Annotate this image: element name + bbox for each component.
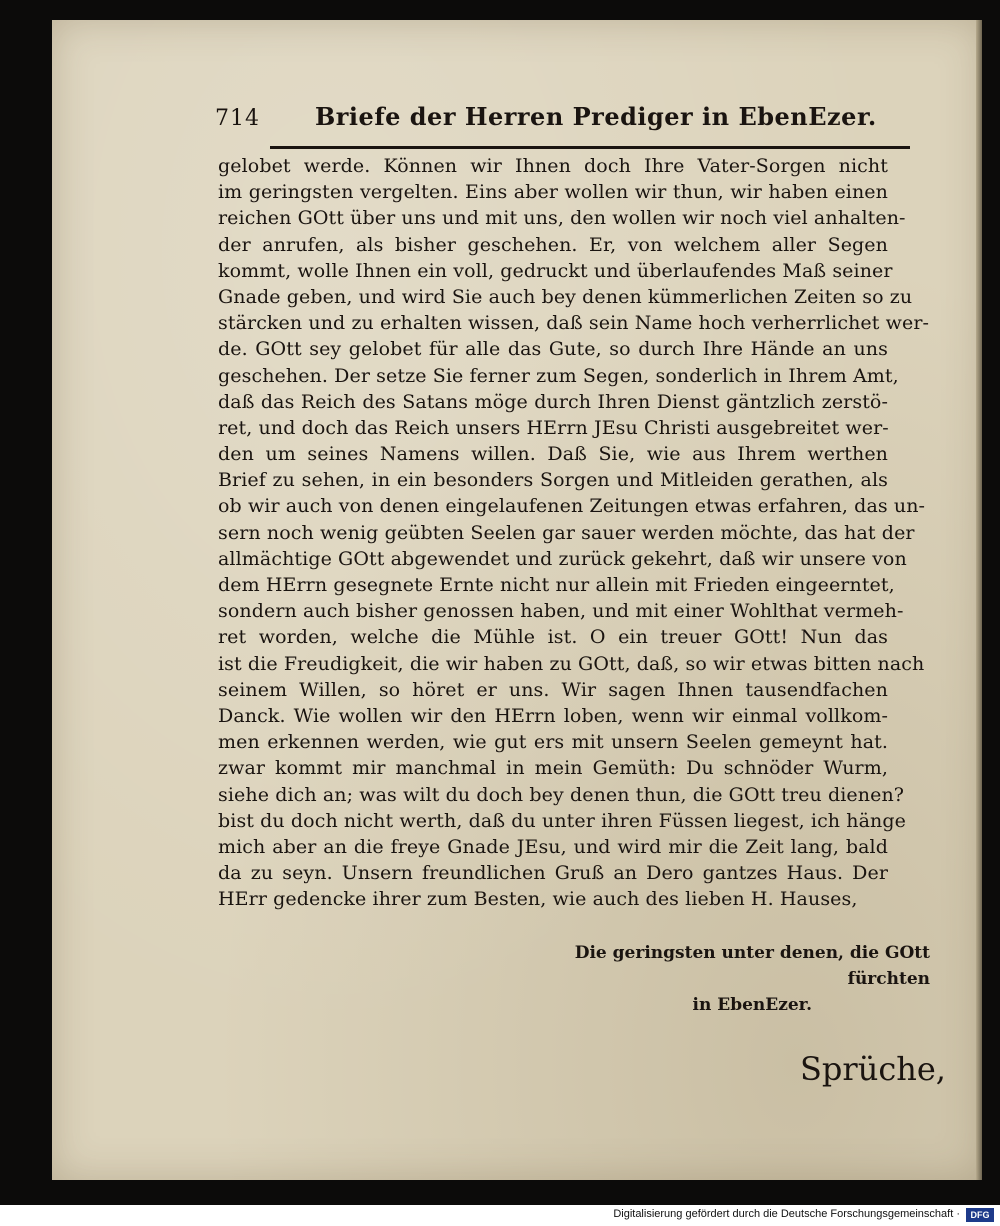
text-line: dem HErrn gesegnete Ernte nicht nur allein mit Frieden eingeerntet, <box>218 574 895 596</box>
footer-bar <box>0 1205 1000 1226</box>
page-header <box>215 100 885 134</box>
text-line: sondern auch bisher genossen haben, und mit einer Wohlthat vermeh- <box>218 600 904 623</box>
text-line: sern noch wenig geübten Seelen gar sauer werden möchte, das hat der <box>218 521 915 544</box>
text-line: men erkennen werden, wie gut ers mit unsern Seelen gemeynt hat. <box>218 731 888 754</box>
text-line: ret, und doch das Reich unsers HErrn JEsu Christi ausgebreitet wer- <box>218 416 889 439</box>
signature-line-2: in EbenEzer. <box>692 995 812 1015</box>
dfg-logo: DFG <box>966 1208 994 1222</box>
header-rule <box>270 146 910 149</box>
text-line: den um seines Namens willen. Daß Sie, wie aus Ihrem werthen <box>218 443 888 466</box>
page-edge <box>976 20 982 1180</box>
text-line: der anrufen, als bisher geschehen. Er, von welchem aller Segen <box>218 233 888 256</box>
text-line: ret worden, welche die Mühle ist. O ein treuer GOtt! Nun das <box>218 626 888 649</box>
text-line: geschehen. Der setze Sie ferner zum Segen, sonderlich in Ihrem Amt, <box>218 364 899 387</box>
text-line: allmächtige GOtt abgewendet und zurück gekehrt, daß wir unsere von <box>218 547 907 570</box>
text-line: seinem Willen, so höret er uns. Wir sagen Ihnen tausendfachen <box>218 678 888 701</box>
catchword: Sprüche, <box>800 1050 946 1088</box>
text-line: HErr gedencke ihrer zum Besten, wie auch des lieben H. Hauses, <box>218 888 858 911</box>
text-line: bist du doch nicht werth, daß du unter ihren Füssen liegest, ich hänge <box>218 809 906 832</box>
signature-line-1: Die geringsten unter denen, die GOtt fürchten <box>574 943 930 989</box>
text-line: da zu seyn. Unsern freundlichen Gruß an Dero gantzes Haus. Der <box>218 862 888 885</box>
text-line: de. GOtt sey gelobet für alle das Gute, so durch Ihre Hände an uns <box>218 338 888 361</box>
text-line: zwar kommt mir manchmal in mein Gemüth: Du schnöder Wurm, <box>218 757 888 780</box>
signature-block <box>570 940 930 1018</box>
letter-body <box>218 153 930 912</box>
text-line: daß das Reich des Satans möge durch Ihren Dienst gäntzlich zerstö- <box>218 390 888 413</box>
funding-credit: Digitalisierung gefördert durch die Deutsche Forschungsgemeinschaft · <box>613 1208 960 1220</box>
text-line: mich aber an die freye Gnade JEsu, und wird mir die Zeit lang, bald <box>218 835 888 858</box>
text-line: Gnade geben, und wird Sie auch bey denen kümmerlichen Zeiten so zu <box>218 285 913 308</box>
text-line: ist die Freudigkeit, die wir haben zu GOtt, daß, so wir etwas bitten nach <box>218 652 925 675</box>
running-head: Briefe der Herren Prediger in EbenEzer. <box>315 102 877 131</box>
text-line: im geringsten vergelten. Eins aber wollen wir thun, wir haben einen <box>218 181 888 204</box>
page-number: 714 <box>215 106 260 131</box>
text-line: Brief zu sehen, in ein besonders Sorgen und Mitleiden gerathen, als <box>218 469 888 492</box>
text-line: siehe dich an; was wilt du doch bey denen thun, die GOtt treu dienen? <box>218 783 905 806</box>
text-line: reichen GOtt über uns und mit uns, den wollen wir noch viel anhalten- <box>218 207 906 230</box>
text-line: ob wir auch von denen eingelaufenen Zeitungen etwas erfahren, das un- <box>218 495 926 518</box>
text-line: gelobet werde. Können wir Ihnen doch Ihre Vater-Sorgen nicht <box>218 155 888 177</box>
text-line: kommt, wolle Ihnen ein voll, gedruckt und überlaufendes Maß seiner <box>218 259 893 282</box>
text-line: Danck. Wie wollen wir den HErrn loben, wenn wir einmal vollkom- <box>218 704 888 727</box>
text-line: stärcken und zu erhalten wissen, daß sein Name hoch verherrlichet wer- <box>218 312 930 335</box>
